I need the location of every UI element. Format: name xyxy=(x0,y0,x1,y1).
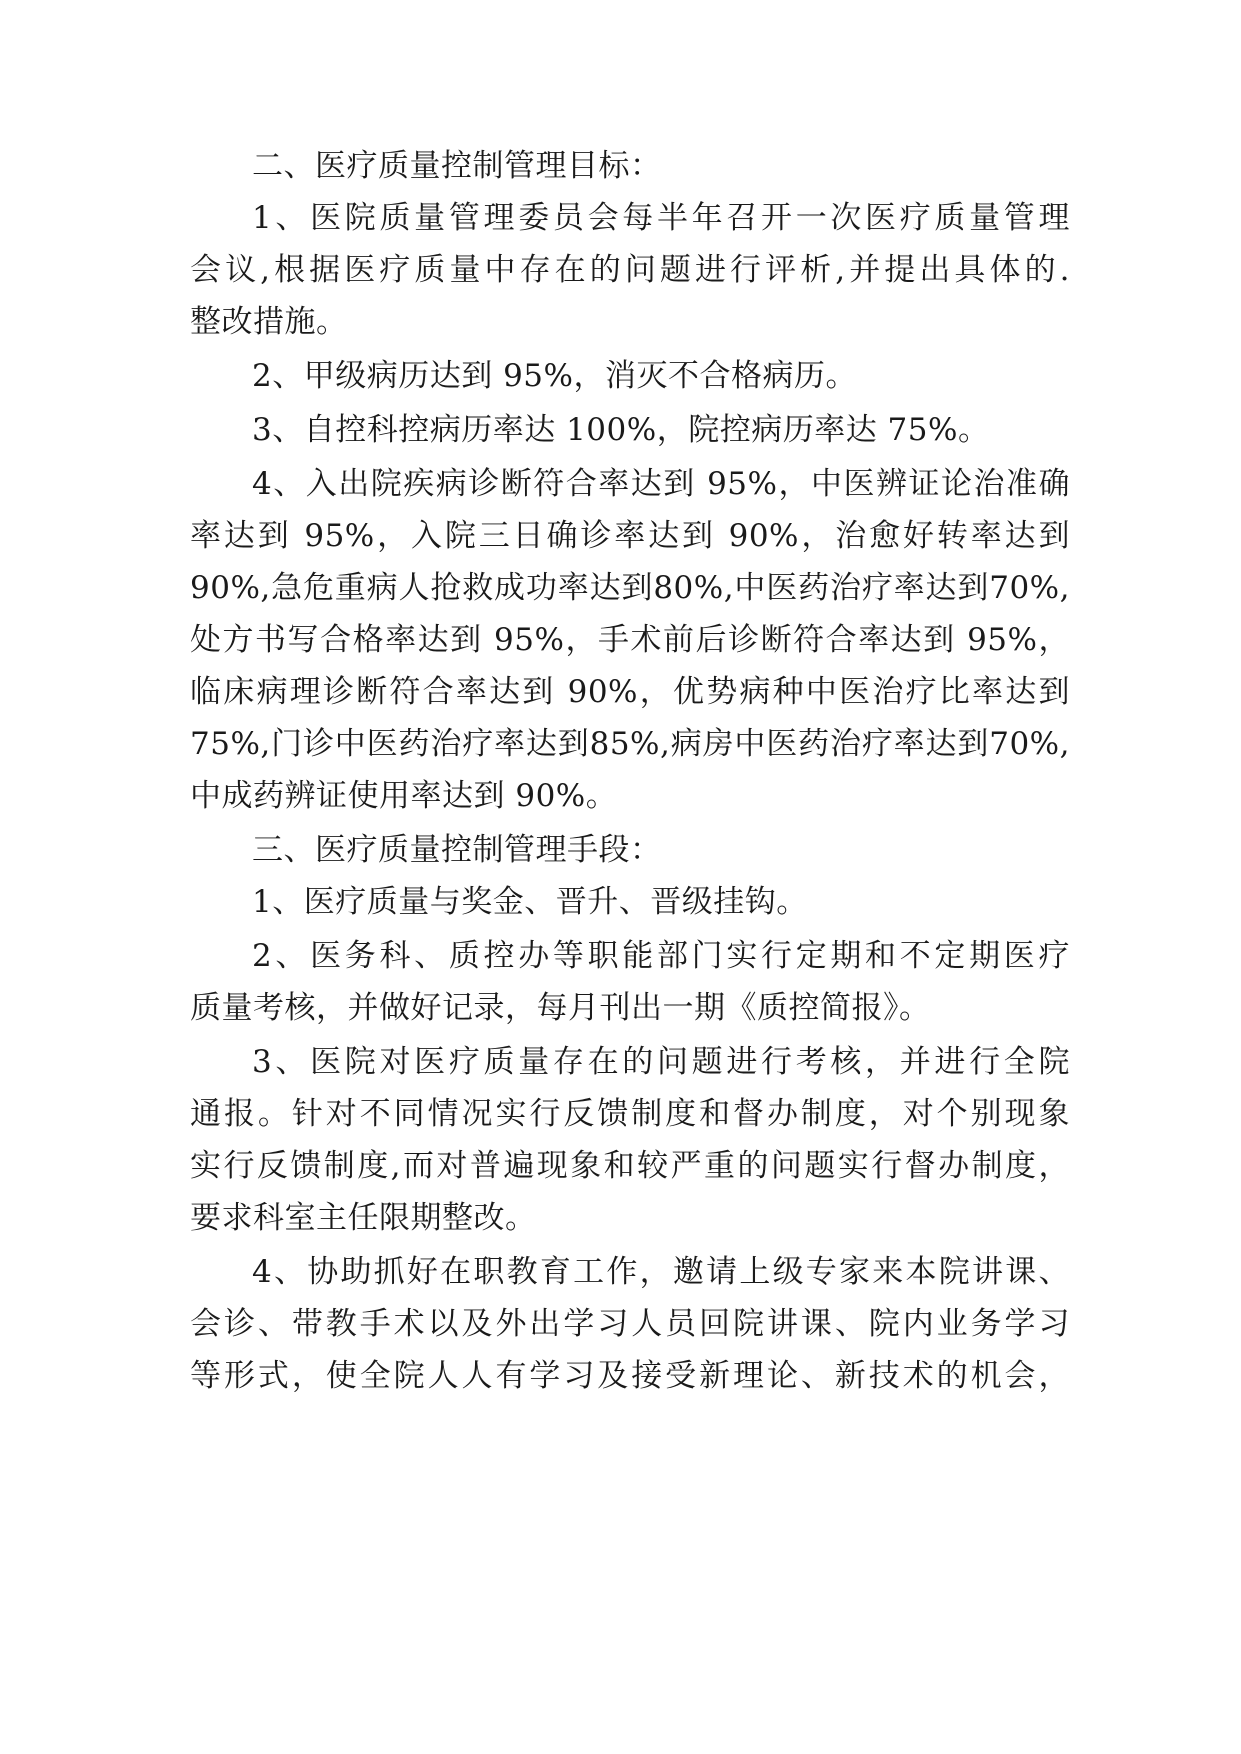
paragraph-line: 3、医院对医疗质量存在的问题进行考核，并进行全院 xyxy=(252,1044,1070,1080)
paragraph-line: 实行反馈制度,而对普遍现象和较严重的问题实行督办制度， xyxy=(190,1148,1070,1184)
paragraph-line: 质量考核，并做好记录，每月刊出一期《质控简报》。 xyxy=(190,990,931,1026)
paragraph-line: 75%,门诊中医药治疗率达到85%,病房中医药治疗率达到70%, xyxy=(190,726,1070,762)
paragraph-line: 4、入出院疾病诊断符合率达到 95%，中医辨证论治准确 xyxy=(252,466,1070,502)
paragraph-line: 2、医务科、质控办等职能部门实行定期和不定期医疗 xyxy=(252,938,1070,974)
paragraph-line: 要求科室主任限期整改。 xyxy=(190,1200,537,1236)
section-heading-goals: 二、医疗质量控制管理目标： xyxy=(252,148,662,184)
paragraph-line: 通报。针对不同情况实行反馈制度和督办制度，对个别现象 xyxy=(190,1096,1070,1132)
paragraph-line: 4、协助抓好在职教育工作，邀请上级专家来本院讲课、 xyxy=(252,1254,1070,1290)
paragraph-line: 等形式，使全院人人有学习及接受新理论、新技术的机会， xyxy=(190,1358,1070,1394)
paragraph-line: 率达到 95%，入院三日确诊率达到 90%，治愈好转率达到 xyxy=(190,518,1070,554)
section-heading-methods: 三、医疗质量控制管理手段： xyxy=(252,832,662,868)
paragraph-line: 2、甲级病历达到 95%，消灭不合格病历。 xyxy=(252,358,857,394)
paragraph-line: 整改措施。 xyxy=(190,304,348,340)
paragraph-line: 1、医疗质量与奖金、晋升、晋级挂钩。 xyxy=(252,884,808,920)
paragraph-line: 3、自控科控病历率达 100%，院控病历率达 75%。 xyxy=(252,412,990,448)
paragraph-line: 90%,急危重病人抢救成功率达到80%,中医药治疗率达到70%, xyxy=(190,570,1070,606)
paragraph-line: 处方书写合格率达到 95%，手术前后诊断符合率达到 95%， xyxy=(190,622,1070,658)
paragraph-line: 1、医院质量管理委员会每半年召开一次医疗质量管理 xyxy=(252,200,1070,236)
paragraph-line: 会诊、带教手术以及外出学习人员回院讲课、院内业务学习 xyxy=(190,1306,1070,1342)
paragraph-line: 临床病理诊断符合率达到 90%，优势病种中医治疗比率达到 xyxy=(190,674,1070,710)
paragraph-line: 会议,根据医疗质量中存在的问题进行评析,并提出具体的. xyxy=(190,252,1070,288)
paragraph-line: 中成药辨证使用率达到 90%。 xyxy=(190,778,618,814)
